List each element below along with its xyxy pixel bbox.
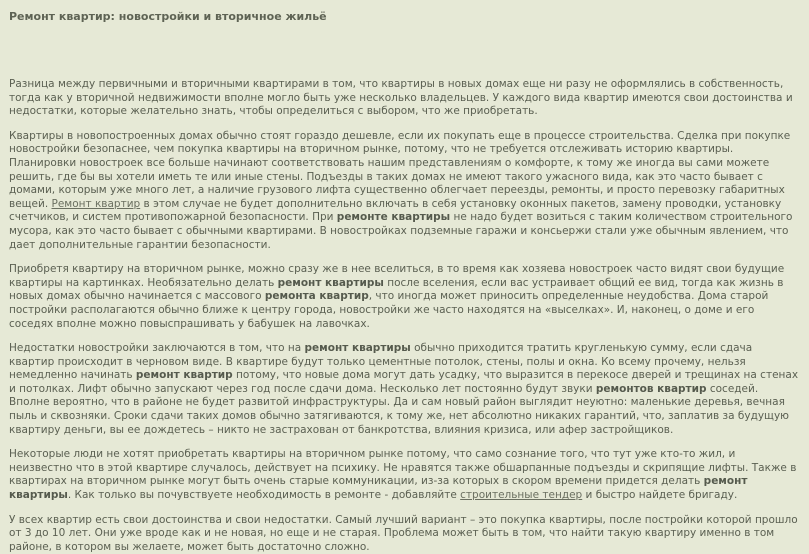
paragraph-5 (9, 448, 800, 502)
text-segment: Приобретя квартиру на вторичном рынке, можно сразу же в нее вселиться, в то время как хозяева новостроек часто видят свои будущие квартиры на картинках. Необязательно делать (9, 263, 785, 289)
paragraph-3 (9, 263, 800, 331)
text-segment: не надо будет возиться с таким количеством строительного мусора, как это часто бывает с обычными квартирами. В новостройках подземные гаражи и консьержи стали уже обычным явлением, что дает дополнительные гарантии безопасности. (9, 211, 793, 251)
keyword-bold: ремонта квартир (264, 290, 369, 303)
text-segment: , что иногда может приносить определенные неудобства. Дома старой постройки располагаются обычно ближе к центру города, новостройки же часто находятся на «выселках». И, наконец, о доме и его соседях вполне можно повыспрашивать у бабушек на лавочках. (9, 290, 769, 330)
paragraph-4 (9, 342, 800, 437)
keyword-bold: ремонт квартир (135, 369, 233, 382)
keyword-bold: ремонт квартиры (9, 475, 748, 502)
page-title: Ремонт квартир: новостройки и вторичное жильё (9, 10, 327, 23)
text-segment: . Как только вы почувствуете необходимость в ремонте - добавляйте (67, 489, 461, 502)
construction-tenders-link[interactable]: строительные тендер (460, 489, 583, 502)
keyword-bold: ремонт квартиры (304, 342, 411, 355)
paragraph-2 (9, 130, 800, 252)
text-segment: Некоторые люди не хотят приобретать квартиры на вторичном рынке потому, что само сознание того, что тут уже кто-то жил, и неизвестно что в этой квартире случалось, действует на психику. Не нравятся также обшарпанные подъезды и скрипящие лифты. Также в квартирах на вторичном рынке могут быть очень старые коммуникации, из-за которых в скором времени придется делать (9, 448, 797, 488)
keyword-bold: ремонтов квартир (595, 382, 707, 395)
text-segment: Недостатки новостройки заключаются в том, что на (9, 342, 305, 355)
text-segment: после вселения, если вас устраивает общий ее вид, тогда как жизнь в новых домах обычно начинается с массового (9, 276, 784, 303)
keyword-bold: ремонт квартиры (277, 276, 384, 289)
text-segment: Квартиры в новопостроенных домах обычно стоят гораздо дешевле, если их покупать еще в процессе строительства. Сделка при покупке новостройки безопаснее, чем покупка квартиры на вторичном рынке, потому, что не требуется отслеживать историю квартиры. Планировки новостроек все больше начинают соответствовать нашим представлениям о комфорте, к тому же иногда вы сами можете решить, где бы вы хотели иметь те или иные стены. Подъезды в таких домах не имеют такого ужасного вида, как это часто бывает с домами, которым уже много лет, а наличие грузового лифта существенно облегчает переезды, ремонты, и просто перевозку габаритных вещей. (9, 129, 791, 210)
text-segment: обычно приходится тратить кругленькую сумму, если сдача квартир происходит в черновом виде. В квартире будут только цементные потолок, стены, полы и окна. Ко всему прочему, нельзя немедленно начинать (9, 342, 753, 382)
repair-apartments-link[interactable]: Ремонт квартир (51, 197, 141, 210)
text-segment: в этом случае не будет дополнительно включать в себя установку оконных пакетов, замену проводки, установку счетчиков, и систем противопожарной безопасности. При (9, 197, 782, 224)
paragraph-6: У всех квартир есть свои достоинства и свои недостатки. Самый лучший вариант – это покупка квартиры, после постройки которой прошло от 3 до 10 лет. Они уже вроде как и не новая, но еще и не старая. Проблема может быть в том, что найти такую квартиру именно в том районе, в котором вы желаете, может быть достаточно сложно. (9, 513, 798, 553)
text-segment: и быстро найдете бригаду. (582, 489, 738, 502)
text-segment: соседей. Вполне вероятно, что в районе не будет развитой инфраструктуры. Да и сам новый район выглядит неуютно: маленькие деревья, вечная пыль и сквозняки. Сроки сдачи таких домов обычно затягиваются, к тому же, нет абсолютно никаких гарантий, что, заплатив за будущую квартиру деньги, вы ее дождетесь – никто не застрахован от банкротства, влияния кризиса, или афер застройщиков. (9, 382, 789, 436)
paragraph-1: Разница между первичными и вторичными квартирами в том, что квартиры в новых домах еще ни разу не оформлялись в собственность, тогда как у вторичной недвижимости вполне могло быть уже несколько владельцев. У каждого вида квартир имеются свои достоинства и недостатки, которые желательно знать, чтобы определиться с выбором, что же приобретать. (9, 78, 793, 118)
article-body (9, 78, 800, 554)
text-segment: потому, что новые дома могут дать усадку, что выразится в перекосе дверей и трещинах на стенах и потолках. Лифт обычно запускают через год после сдачи дома. Несколько лет постоянно будут звуки (9, 369, 799, 395)
keyword-bold: ремонте квартиры (336, 211, 451, 224)
